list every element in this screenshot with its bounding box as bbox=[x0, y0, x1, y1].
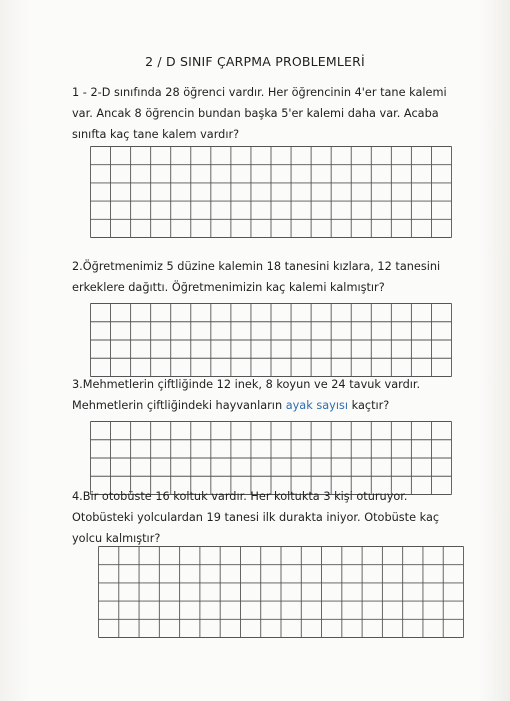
problem-2-line-1: 2.Öğretmenimiz 5 düzine kalemin 18 tanesini kızlara, 12 tanesini bbox=[72, 260, 441, 273]
problem-3-highlight: ayak sayısı bbox=[285, 399, 349, 412]
problem-1-line-2: var. Ancak 8 öğrencin bundan başka 5'er kalemi daha var. Acaba bbox=[72, 107, 439, 120]
problem-3 bbox=[72, 374, 452, 416]
problem-3-line-2 bbox=[72, 395, 452, 416]
problem-1-line-3: sınıfta kaç tane kalem vardır? bbox=[72, 128, 240, 141]
problem-1-line-1: 1 - 2-D sınıfında 28 öğrenci vardır. Her öğrencinin 4'er tane kalemi bbox=[72, 86, 447, 99]
problem-4-line-1: 4.Bir otobüste 16 koltuk vardır. Her koltukta 3 kişi oturuyor. bbox=[72, 490, 408, 503]
page-title: 2 / D SINIF ÇARPMA PROBLEMLERİ bbox=[145, 54, 365, 69]
problem-4 bbox=[72, 486, 452, 549]
answer-grid-3[interactable] bbox=[90, 421, 452, 495]
problem-3-line-2-start: Mehmetlerin çiftliğindeki hayvanların bbox=[72, 399, 286, 412]
problem-3-line-2-end: kaçtır? bbox=[348, 399, 390, 412]
problem-3-line-1: 3.Mehmetlerin çiftliğinde 12 inek, 8 koyun ve 24 tavuk vardır. bbox=[72, 378, 421, 391]
answer-grid-4[interactable] bbox=[98, 546, 464, 638]
problem-2-line-2: erkeklere dağıttı. Öğretmenimizin kaç kalemi kalmıştır? bbox=[72, 281, 385, 294]
problem-4-line-3: yolcu kalmıştır? bbox=[72, 532, 161, 545]
answer-grid-2[interactable] bbox=[90, 303, 452, 377]
problem-2 bbox=[72, 256, 452, 298]
problem-1 bbox=[72, 82, 452, 145]
answer-grid-1[interactable] bbox=[90, 146, 452, 238]
problem-4-line-2: Otobüsteki yolculardan 19 tanesi ilk durakta iniyor. Otobüste kaç bbox=[72, 511, 440, 524]
